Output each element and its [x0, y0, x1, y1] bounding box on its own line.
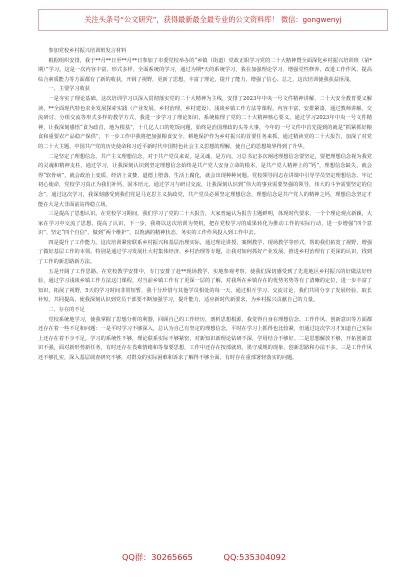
footer-contact: [0, 548, 408, 566]
qq-text: QQ:535304092: [223, 552, 287, 562]
paragraph: 一是夯实了理论基础。这次培训学习以深入贯彻落实党的二十大精神为主线，安排了2023年中央一号文件精神讲解、二十大安全教育要义解读、**全面现代特色农业发展探索实践（产业发展、乡村治理、乡村建设）、浅谈乡镇工作方法等课程。内容丰富，安排紧凑，通过教师讲解、交流研讨、分组交流等形式多样的教学方式，我进一步学习了理论知识，系统梳理了党的二十大精神核心要义。通过学习2023年中央一号文件精神，让我深刻感悟“食为政首，地为根基”，十几亿人口的吃饭问题，始终是治国理政的头等大事，今年的一号文件中首先提到的就是“抓紧抓好粮食和重要农产品稳产保供”，下一步工作中我将把加强粮食安全、耕地保护作为乡村振兴的首要任务来抓，通过精读党的二十大报告，加深了对党的二十大主题、中国共产党的历史使命和习近平新时代中国特色社会主义思想的理解，使自己的思想境界得到了升华。: [38, 95, 372, 150]
paragraph: 三是提高了思想认识。在党校学习期间，我们学习了党的二十大报告，大家普遍认为报告主题鲜明，体现时代要求，一个个理论观点新颖，大家在学习中交流了思想，提高了认识，下一步，我将以这次培训为契机，把在党校学习的成果转化为推动工作的实际行动，进一步增强“四个意识”、坚定“四个自信”、做到“两个维护”，以饱满的精神状态、务实的工作作风投入到工作中去。: [38, 211, 372, 237]
qq-group-text: QQ群：30265665: [121, 552, 193, 562]
paragraph: 党校系统地学习，使我掌握了思想分析的利器，回顾自己的工作经历，剖析思想根源，我觉得自身在理想信念、工作作风、创新意识等方面都还存在着一些不足和问题：一是平时学习不够深入，总认为自己有坚定的理想信念，平时在学习上抓得也比较紧，但通过这次学习才知道自己实际上还存在着不少不足，学习的系统性不够，理论联系实际不够紧密，对新知识新理论钻研不深，学用结合不够好。二是思想解放不够，开拓创新意识不强，面对新形势新任务，有时还存在畏难情绪和等靠要思想，工作中还存在按部就班、墨守成规的现象，创新思路和办法不多。三是工作作风还不够扎实，深入基层调查研究不够，对群众的实际困难和诉求了解得不够全面，有时存在重部署轻落实的问题。: [38, 316, 372, 361]
document-title: 参加党校乡村振兴培训班发言材料: [48, 48, 127, 54]
paragraph: 五是开阔了工作思路。在党校教学安排中，专门安排了赴**现场教学，实地参观考察，使我们深切感受到了先进地区乡村振兴的好做法好经验，通过学习浅谈乡镇工作方法这门课程，对当前乡镇工作有了更深一层的了解，对我所在乡镇存在的优势劣势等有了清晰的定位，进一步丰富了知识，拓展了视野，5天的学习时间非常短暂，我十分珍惜与其他学员相处的每一天，通过相互学习、交流讨论，我们共同分享了发展经验，取长补短、共同提高，使我深刻认识到党员干部要不断加强学习，提升能力，适应新时代新要求，为乡村振兴贡献自己的力量。: [38, 268, 372, 304]
section-heading: 一、主要学习收获: [48, 86, 90, 93]
paragraph: 根据组织安排，我于**月**日至**月**日参加了市委党校举办的“乡镇（街道）党政正职学习党的二十大精神暨全面深化乡村振兴培训班（第*期）”学习。这是一次内容丰富、形式多样、全面系统的学习，通过为期*天的系统学习，我在加强理论学习、增强党性修养、改进工作作风、提高综合素质能力等方面都有了新的收获，开阔了视野，更新了思想，丰富了理论，提升了能力，增强了信心。总之，这次培训使我获益匪浅。: [38, 57, 372, 83]
paragraph: 四是提升了工作能力。这次培训紧密联系乡村振兴和基层治理实际，通过理论讲授、案例教学、现场教学等形式，帮助我们拓宽了视野，增强了做好基层工作的本领。特别是通过学习发展壮大村集体经济、乡村治理等专题，让我对如何抓好产业发展、推进乡村治理有了更深的认识，找到了工作的新思路新方法。: [38, 239, 372, 266]
document-body: [38, 47, 372, 364]
top-banner: 关注头条号“公文研究”，获得最新最全最专业的公文资料库！ 微信：gongwenyj: [38, 9, 388, 31]
paragraph: 二是坚定了理想信念。共产主义理想信念，对于共产党员来说，是灵魂、是方向，习总书记多次阐述理想信念要坚定，要把理想信念视为我党的灵魂和精神支柱，通过学习，让我深刻认识到坚定理想信念始终是共产党人安身立命的根本，是共产党人精神上的“钙”，理想信念缺失，就会得“软骨病”，就会政治上变质、经济上贪婪、道德上堕落、生活上腐化，就会出现种种问题。党校领导同志在讲课中引导学员坚定理想信念、牢记初心使命，党校学习真正为我们补钙、固本培元，通过学习与研讨交流，让我深刻认识到“伟大的事业需要坚强的领导，伟大的斗争需要坚定的信念”，通过这次学习，我深刻感受到我们党是马克思主义执政党，共产党员必须坚定理想信念，理想信念是共产党人的精神之钙，理想信念坚定才能在大是大非面前站得稳立场。: [38, 153, 372, 208]
section-heading: 二、存在的不足: [48, 307, 85, 314]
